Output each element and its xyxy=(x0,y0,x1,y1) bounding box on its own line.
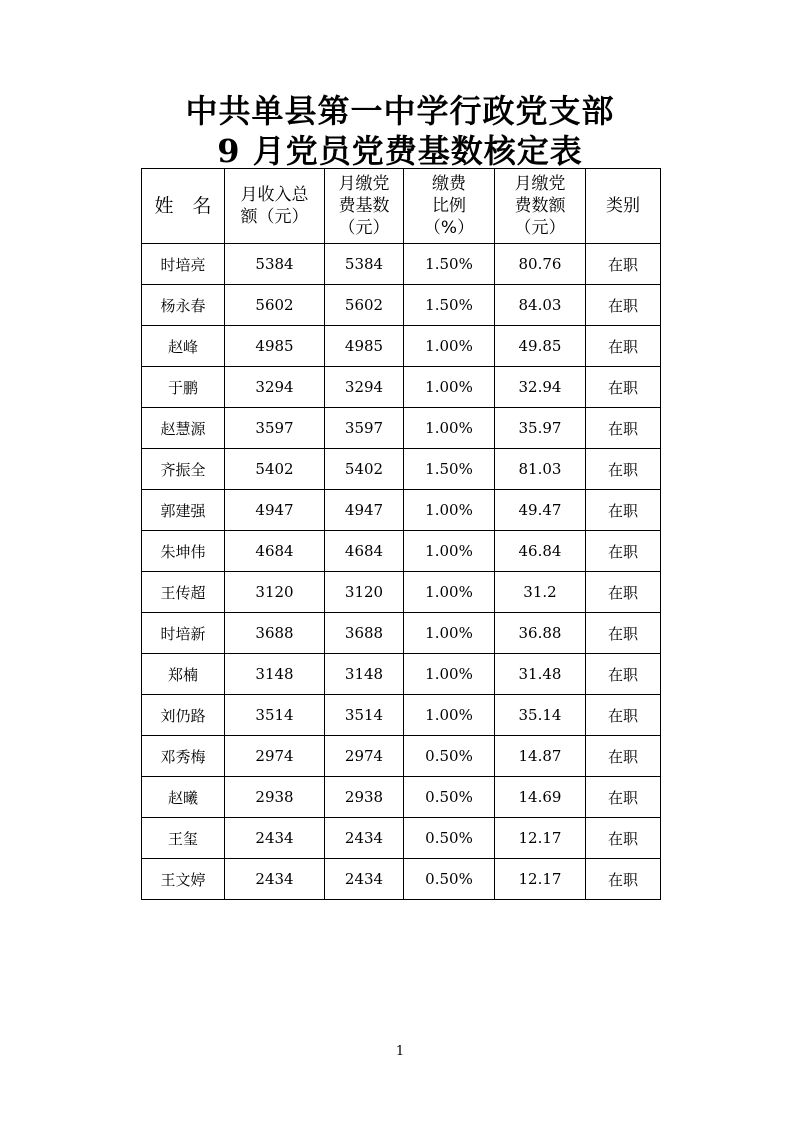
cell-name: 王玺 xyxy=(142,818,225,859)
cell-base: 5602 xyxy=(325,285,404,326)
cell-amount: 49.85 xyxy=(495,326,586,367)
header-base-line-1: 月缴党 xyxy=(338,174,390,194)
cell-category: 在职 xyxy=(586,326,661,367)
cell-income: 3514 xyxy=(225,695,325,736)
header-ratio-line-1: 缴费 xyxy=(432,174,466,194)
cell-ratio: 1.00% xyxy=(404,490,495,531)
cell-category: 在职 xyxy=(586,285,661,326)
table-row xyxy=(142,449,661,490)
cell-ratio: 1.00% xyxy=(404,531,495,572)
cell-base: 3597 xyxy=(325,408,404,449)
cell-income: 3597 xyxy=(225,408,325,449)
header-amount-line-3: （元） xyxy=(514,218,566,238)
cell-name: 时培新 xyxy=(142,613,225,654)
cell-income: 3148 xyxy=(225,654,325,695)
cell-income: 2434 xyxy=(225,818,325,859)
cell-amount: 36.88 xyxy=(495,613,586,654)
header-base-line-3: （元） xyxy=(338,218,390,238)
cell-category: 在职 xyxy=(586,490,661,531)
table-row xyxy=(142,367,661,408)
cell-amount: 49.47 xyxy=(495,490,586,531)
cell-name: 郑楠 xyxy=(142,654,225,695)
cell-income: 4947 xyxy=(225,490,325,531)
cell-name: 郭建强 xyxy=(142,490,225,531)
cell-ratio: 0.50% xyxy=(404,736,495,777)
cell-amount: 80.76 xyxy=(495,244,586,285)
cell-ratio: 1.00% xyxy=(404,695,495,736)
cell-income: 4684 xyxy=(225,531,325,572)
cell-category: 在职 xyxy=(586,818,661,859)
cell-name: 王文婷 xyxy=(142,859,225,900)
cell-category: 在职 xyxy=(586,531,661,572)
table-row xyxy=(142,490,661,531)
cell-ratio: 1.00% xyxy=(404,326,495,367)
cell-category: 在职 xyxy=(586,244,661,285)
header-base xyxy=(325,169,404,244)
cell-income: 3294 xyxy=(225,367,325,408)
cell-base: 5402 xyxy=(325,449,404,490)
cell-base: 2938 xyxy=(325,777,404,818)
cell-ratio: 0.50% xyxy=(404,777,495,818)
cell-income: 4985 xyxy=(225,326,325,367)
cell-income: 3688 xyxy=(225,613,325,654)
table-row xyxy=(142,777,661,818)
cell-name: 朱坤伟 xyxy=(142,531,225,572)
header-amount-line-2: 费数额 xyxy=(514,196,566,216)
cell-amount: 12.17 xyxy=(495,818,586,859)
cell-name: 赵慧源 xyxy=(142,408,225,449)
header-amount-line-1: 月缴党 xyxy=(514,174,566,194)
cell-income: 5602 xyxy=(225,285,325,326)
table-row xyxy=(142,736,661,777)
table-header-row xyxy=(142,169,661,244)
cell-category: 在职 xyxy=(586,777,661,818)
cell-base: 3120 xyxy=(325,572,404,613)
cell-income: 2434 xyxy=(225,859,325,900)
cell-ratio: 1.00% xyxy=(404,654,495,695)
cell-name: 赵峰 xyxy=(142,326,225,367)
cell-ratio: 1.00% xyxy=(404,367,495,408)
cell-name: 王传超 xyxy=(142,572,225,613)
cell-base: 3688 xyxy=(325,613,404,654)
document-title-line-1: 中共单县第一中学行政党支部 xyxy=(185,92,615,130)
cell-ratio: 1.50% xyxy=(404,244,495,285)
table-row xyxy=(142,531,661,572)
cell-income: 2974 xyxy=(225,736,325,777)
table-row xyxy=(142,613,661,654)
table-row xyxy=(142,408,661,449)
table-row xyxy=(142,695,661,736)
cell-base: 2434 xyxy=(325,818,404,859)
cell-category: 在职 xyxy=(586,408,661,449)
cell-amount: 14.69 xyxy=(495,777,586,818)
cell-amount: 35.97 xyxy=(495,408,586,449)
cell-amount: 31.48 xyxy=(495,654,586,695)
cell-base: 5384 xyxy=(325,244,404,285)
cell-amount: 81.03 xyxy=(495,449,586,490)
cell-ratio: 1.50% xyxy=(404,285,495,326)
cell-amount: 35.14 xyxy=(495,695,586,736)
header-name: 姓 名 xyxy=(142,169,225,244)
cell-income: 3120 xyxy=(225,572,325,613)
table-row xyxy=(142,285,661,326)
header-category: 类别 xyxy=(586,169,661,244)
cell-amount: 14.87 xyxy=(495,736,586,777)
cell-name: 齐振全 xyxy=(142,449,225,490)
cell-base: 2974 xyxy=(325,736,404,777)
cell-name: 时培亮 xyxy=(142,244,225,285)
cell-amount: 84.03 xyxy=(495,285,586,326)
cell-category: 在职 xyxy=(586,736,661,777)
cell-ratio: 1.00% xyxy=(404,408,495,449)
header-base-line-2: 费基数 xyxy=(338,196,390,216)
cell-income: 2938 xyxy=(225,777,325,818)
cell-name: 刘仍路 xyxy=(142,695,225,736)
table-row xyxy=(142,818,661,859)
cell-amount: 12.17 xyxy=(495,859,586,900)
cell-amount: 32.94 xyxy=(495,367,586,408)
cell-base: 3294 xyxy=(325,367,404,408)
cell-base: 4684 xyxy=(325,531,404,572)
cell-income: 5402 xyxy=(225,449,325,490)
header-ratio xyxy=(404,169,495,244)
table-row xyxy=(142,244,661,285)
cell-base: 2434 xyxy=(325,859,404,900)
cell-name: 杨永春 xyxy=(142,285,225,326)
table-row xyxy=(142,326,661,367)
cell-category: 在职 xyxy=(586,572,661,613)
cell-category: 在职 xyxy=(586,367,661,408)
table-row xyxy=(142,654,661,695)
cell-amount: 46.84 xyxy=(495,531,586,572)
table-row xyxy=(142,572,661,613)
cell-base: 3148 xyxy=(325,654,404,695)
header-income xyxy=(225,169,325,244)
cell-amount: 31.2 xyxy=(495,572,586,613)
header-income-line-1: 月收入总 xyxy=(240,185,309,205)
document-title-line-2: 9 月党员党费基数核定表 xyxy=(217,132,583,170)
cell-category: 在职 xyxy=(586,449,661,490)
cell-ratio: 1.00% xyxy=(404,572,495,613)
cell-category: 在职 xyxy=(586,654,661,695)
cell-name: 赵曦 xyxy=(142,777,225,818)
party-fee-table xyxy=(141,168,661,900)
cell-category: 在职 xyxy=(586,613,661,654)
cell-ratio: 0.50% xyxy=(404,859,495,900)
header-ratio-line-2: 比例 xyxy=(432,196,466,216)
cell-ratio: 1.50% xyxy=(404,449,495,490)
cell-name: 邓秀梅 xyxy=(142,736,225,777)
header-ratio-line-3: （%） xyxy=(423,218,475,238)
cell-base: 4947 xyxy=(325,490,404,531)
cell-category: 在职 xyxy=(586,859,661,900)
page-number: 1 xyxy=(395,1044,405,1059)
cell-base: 4985 xyxy=(325,326,404,367)
header-amount xyxy=(495,169,586,244)
cell-ratio: 0.50% xyxy=(404,818,495,859)
cell-income: 5384 xyxy=(225,244,325,285)
table-row xyxy=(142,859,661,900)
header-income-line-2: 额（元） xyxy=(240,207,309,227)
table-body xyxy=(142,244,661,900)
cell-name: 于鹏 xyxy=(142,367,225,408)
cell-base: 3514 xyxy=(325,695,404,736)
cell-ratio: 1.00% xyxy=(404,613,495,654)
cell-category: 在职 xyxy=(586,695,661,736)
